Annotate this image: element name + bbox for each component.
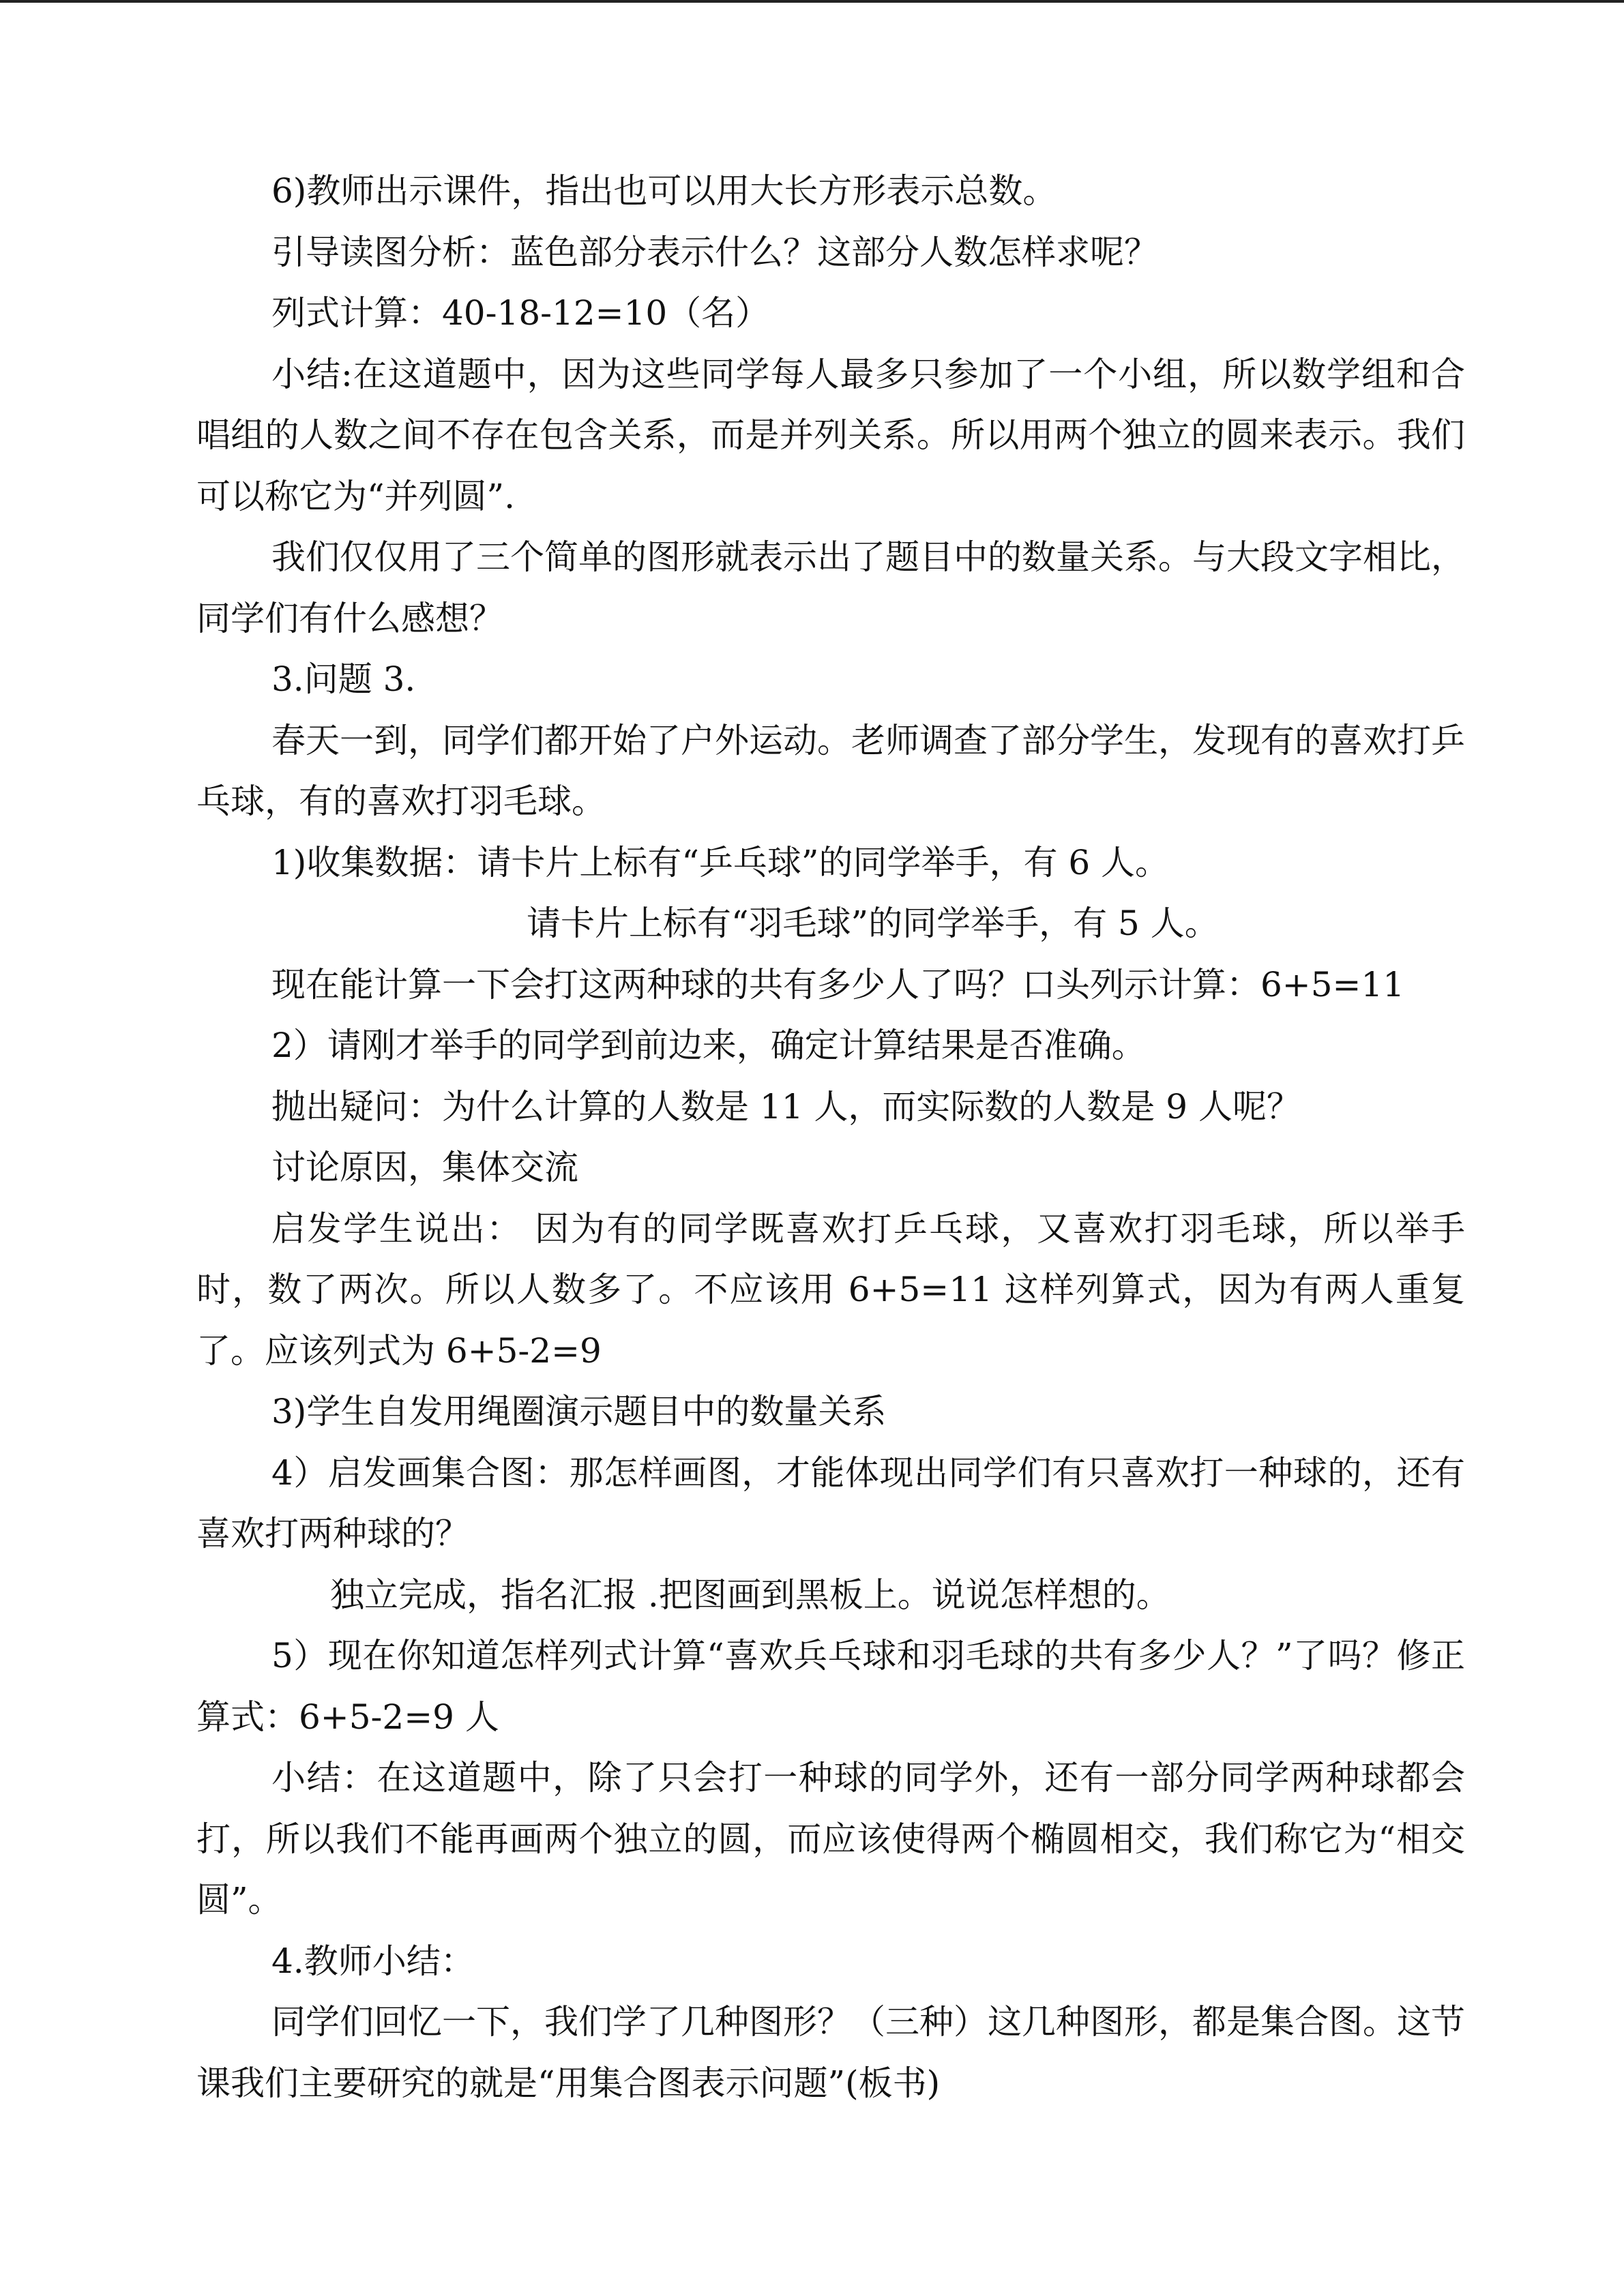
paragraph-explanation: 启发学生说出： 因为有的同学既喜欢打乒乓球，又喜欢打羽毛球，所以举手时，数了两次。所以人数多了。不应该用 6+5=11 这样列算式，因为有两人重复了。应该列式为 6+5-2=9 [196, 1208, 1465, 1371]
paragraph-step3: 3)学生自发用绳圈演示题目中的数量关系 [271, 1392, 887, 1431]
paragraph-guide-reading: 引导读图分析：蓝色部分表示什么？这部分人数怎样求呢？ [271, 232, 1158, 272]
heading-teacher-summary: 4.教师小结： [271, 1941, 475, 1981]
paragraph-step6: 6)教师出示课件，指出也可以用大长方形表示总数。 [271, 171, 1057, 211]
paragraph-review: 同学们回忆一下，我们学了几种图形？（三种）这几种图形，都是集合图。这节课我们主要研究的就是“用集合图表示问题”(板书) [196, 2002, 1465, 2103]
paragraph-discussion: 讨论原因，集体交流 [271, 1148, 578, 1187]
document-body [196, 161, 1465, 2114]
paragraph-independent: 独立完成，指名汇报 .把图画到黑板上。说说怎样想的。 [330, 1575, 1170, 1615]
paragraph-summary-intersect: 小结：在这道题中，除了只会打一种球的同学外，还有一部分同学两种球都会打，所以我们不能再画两个独立的圆，而应该使得两个椭圆相交，我们称它为“相交圆”。 [196, 1758, 1465, 1920]
paragraph-collect-data: 1)收集数据：请卡片上标有“乒乓球”的同学举手，有 6 人。 [271, 842, 1170, 882]
paragraph-summary-parallel: 小结:在这道题中，因为这些同学每人最多只参加了一个小组，所以数学组和合唱组的人数之间不存在包含关系，而是并列关系。所以用两个独立的圆来表示。我们可以称它为“并列圆”. [196, 354, 1465, 516]
paragraph-step2: 2）请刚才举手的同学到前边来，确定计算结果是否准确。 [271, 1026, 1146, 1065]
paragraph-oral-calc: 现在能计算一下会打这两种球的共有多少人了吗？口头列示计算：6+5=11 [271, 964, 1405, 1004]
paragraph-question: 抛出疑问：为什么计算的人数是 11 人，而实际数的人数是 9 人呢？ [271, 1086, 1301, 1127]
heading-problem-3: 3.问题 3. [271, 659, 416, 699]
top-border-line [0, 0, 1624, 3]
paragraph-spring-sports: 春天一到，同学们都开始了户外运动。老师调查了部分学生，发现有的喜欢打乒乓球，有的喜欢打羽毛球。 [196, 720, 1465, 821]
paragraph-collect-data-badminton: 请卡片上标有“羽毛球”的同学举手，有 5 人。 [527, 904, 1219, 943]
paragraph-reflection: 我们仅仅用了三个简单的图形就表示出了题目中的数量关系。与大段文字相比，同学们有什么感想？ [196, 537, 1465, 638]
paragraph-step5: 5）现在你知道怎样列式计算“喜欢兵乓球和羽毛球的共有多少人？”了吗？修正算式：6+5-2=9 人 [196, 1636, 1465, 1737]
paragraph-step4: 4）启发画集合图：那怎样画图，才能体现出同学们有只喜欢打一种球的，还有喜欢打两种球的？ [196, 1452, 1465, 1553]
paragraph-calculation: 列式计算：40-18-12=10（名） [271, 293, 770, 333]
